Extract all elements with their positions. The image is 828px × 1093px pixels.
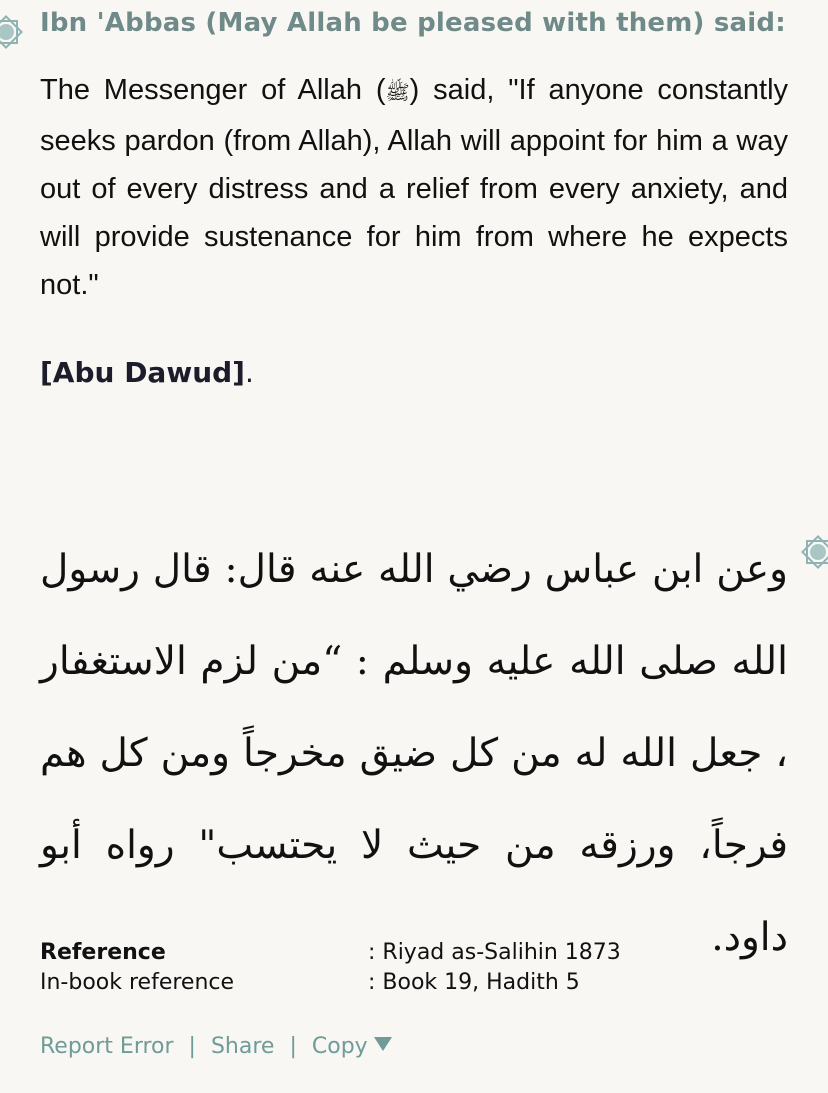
report-error-link[interactable]: Report Error (40, 1034, 174, 1059)
copy-link[interactable] (312, 1034, 392, 1059)
source-name: [Abu Dawud] (40, 356, 245, 389)
action-links (40, 1034, 392, 1059)
inbook-reference-row (40, 968, 621, 998)
english-hadith-text (40, 66, 788, 309)
arabic-hadith-text: وعن ابن عباس رضي الله عنه قال: قال رسول الله صلى الله عليه وسلم : “من لزم الاستغفار ، جعل الله له من كل ضيق مخرجاً ومن كل هم فرجاً، ورزقه من حيث لا يحتسب" رواه أبو داود. (40, 547, 788, 960)
honorific-glyph: ﷺ (385, 82, 410, 104)
dropdown-caret-icon (374, 1037, 392, 1051)
reference-table (40, 938, 621, 998)
narrator-heading: Ibn 'Abbas (May Allah be pleased with them) said: (40, 8, 786, 38)
source-suffix: . (244, 356, 254, 389)
inbook-reference-label: In-book reference (40, 970, 235, 995)
reference-label: Reference (40, 940, 166, 965)
reference-value: : Riyad as-Salihin 1873 (368, 940, 621, 965)
separator: | (289, 1034, 297, 1059)
ornament-star-icon (798, 532, 828, 572)
inbook-reference-value: : Book 19, Hadith 5 (368, 970, 580, 995)
share-link[interactable]: Share (210, 1034, 275, 1059)
ornament-star-icon (0, 12, 26, 52)
english-text-part: ) said, "If anyone constantly seeks pardon (from Allah), Allah will appoint for him a way out of every distress and a relief from every anxiety, and will provide sustenance for him from where he expects not." (40, 74, 789, 301)
reference-row (40, 938, 621, 968)
separator: | (188, 1034, 196, 1059)
hadith-source (40, 356, 254, 389)
copy-label: Copy (311, 1034, 368, 1059)
english-text-part: The Messenger of Allah ( (40, 74, 386, 106)
